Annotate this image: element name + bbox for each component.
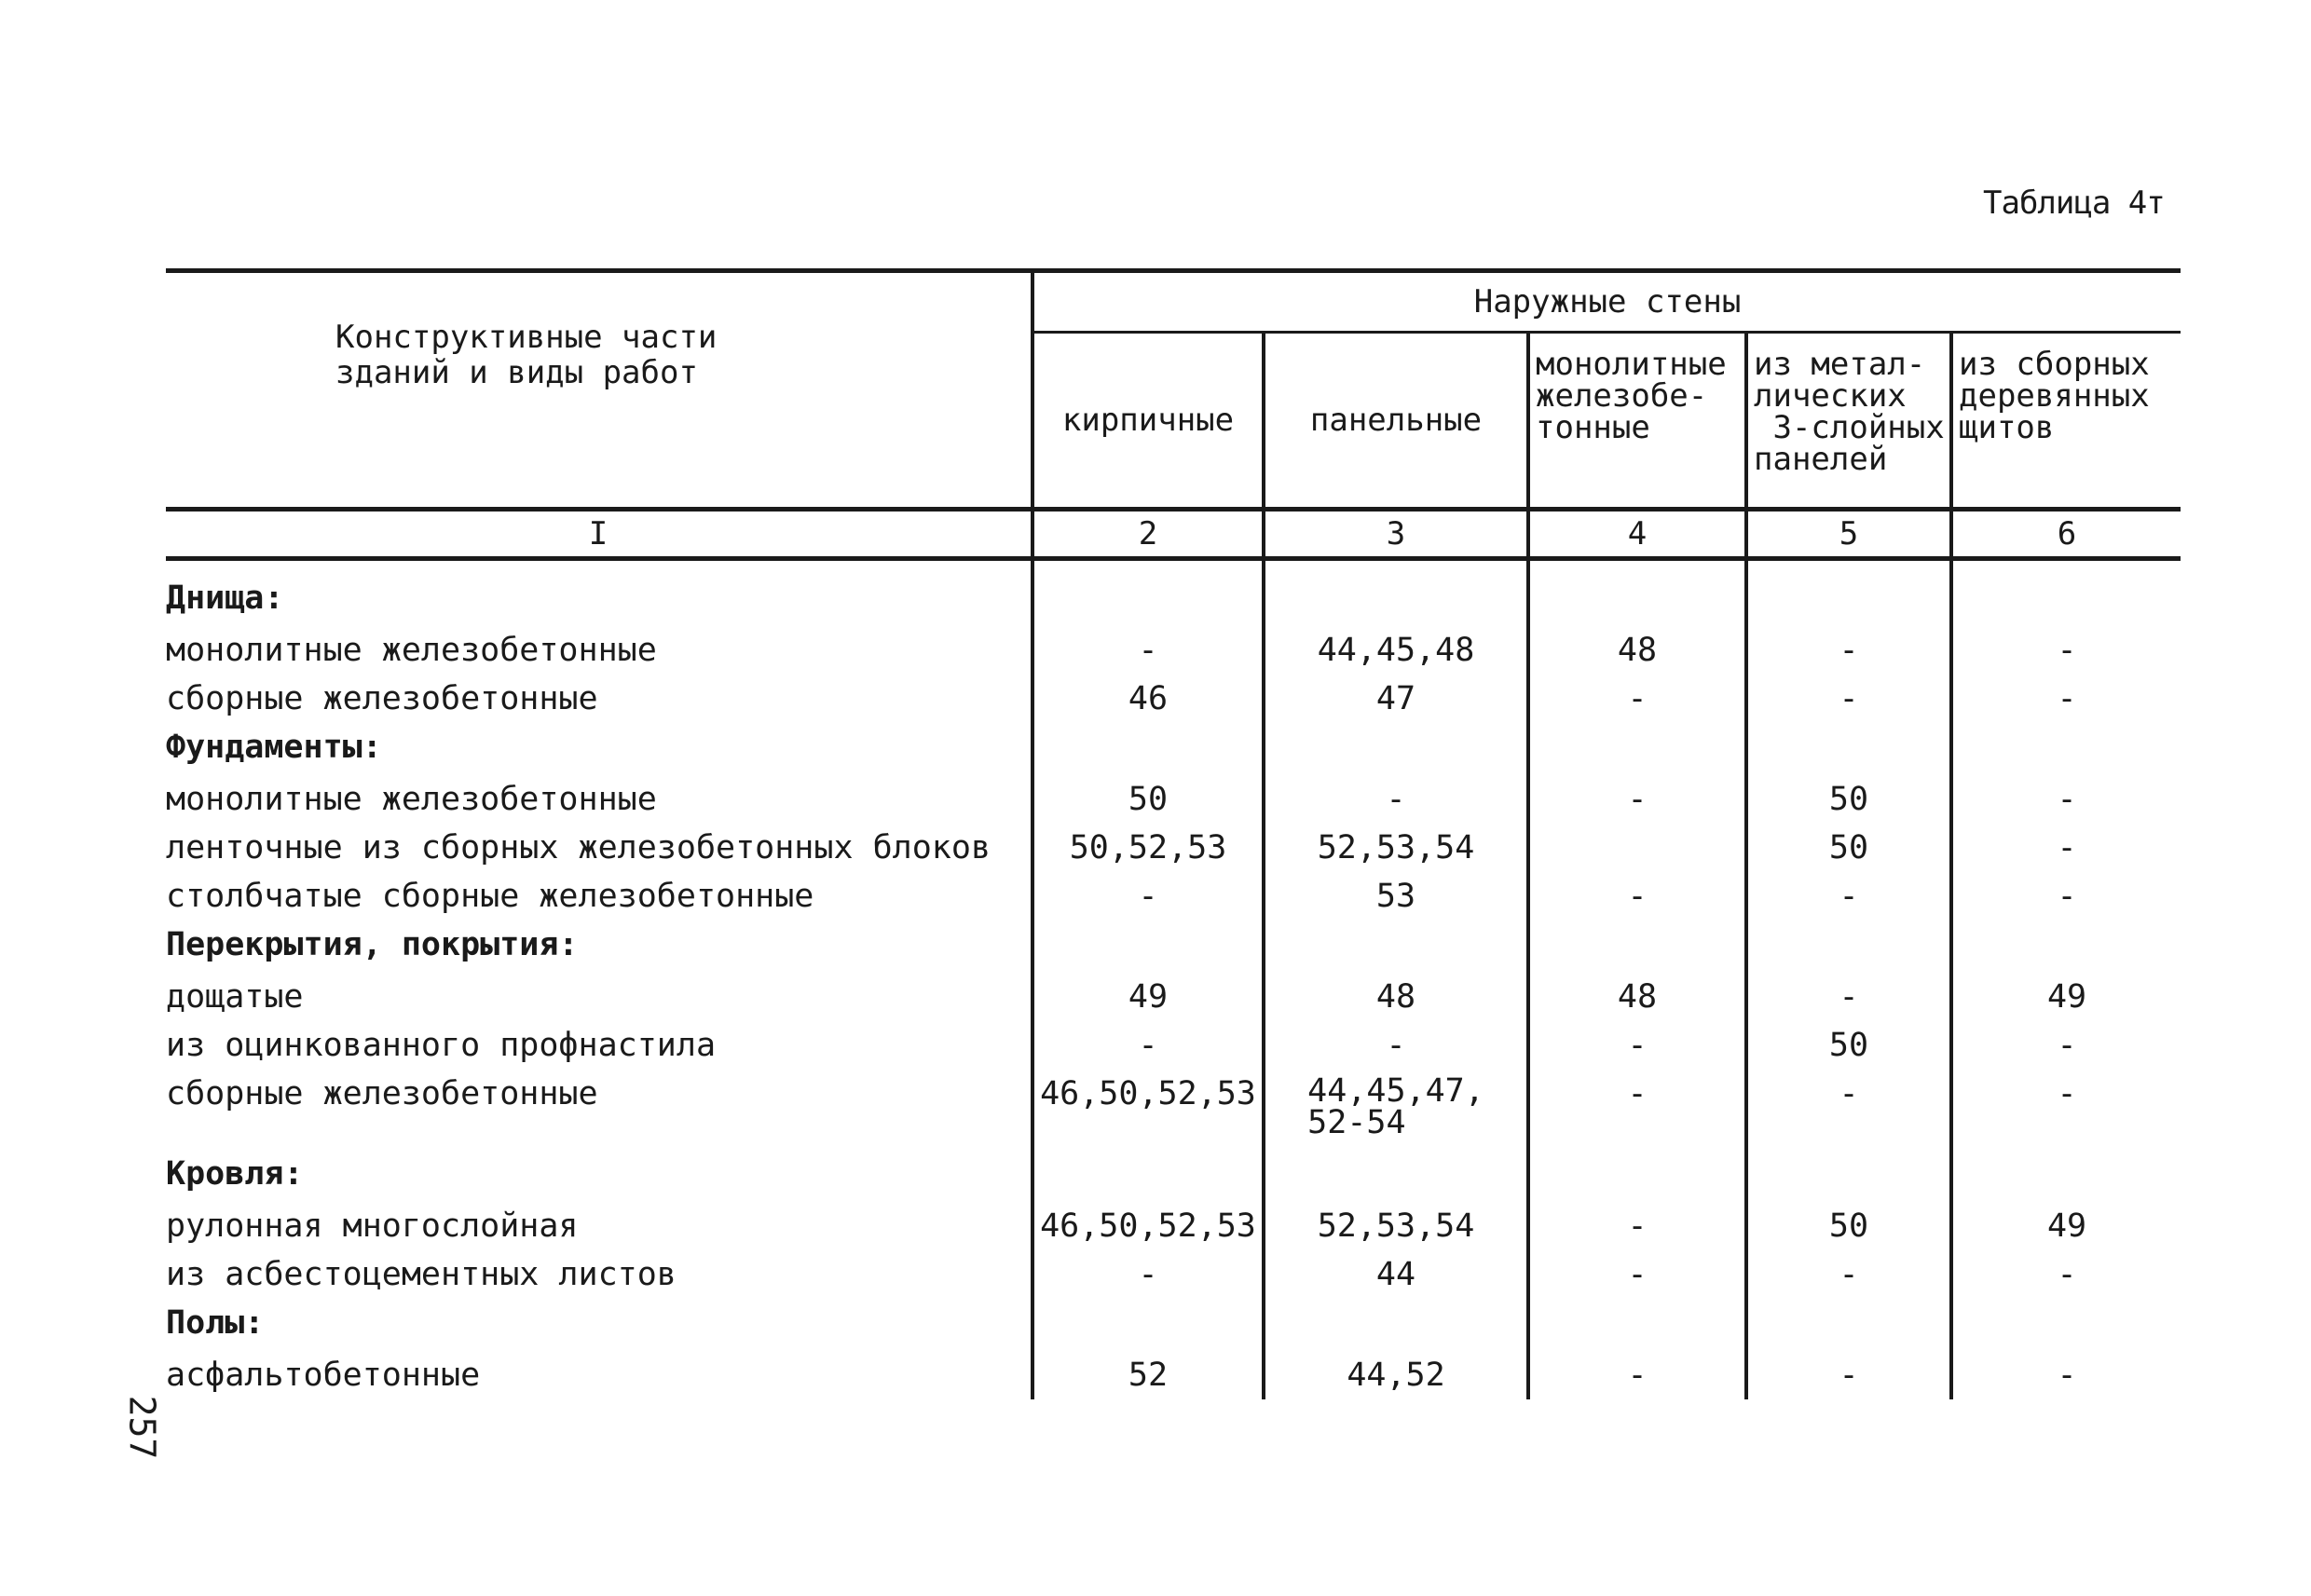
cell-value: 49 <box>1032 973 1264 1021</box>
cell-value: - <box>1528 1351 1746 1399</box>
cell-value: - <box>1951 872 2181 921</box>
table-row <box>166 1021 2181 1070</box>
cell-value: 48 <box>1264 973 1528 1021</box>
row-label: сборные железобетонные <box>166 1075 598 1112</box>
row-label-header: Конструктивные части зданий и виды работ <box>166 271 1032 510</box>
cell-value: - <box>1746 872 1951 921</box>
cell-value: 44,45,48 <box>1264 626 1528 675</box>
cell-value: 50 <box>1746 775 1951 824</box>
cell-value: 50,52,53 <box>1032 824 1264 872</box>
cell-value: 44 <box>1264 1250 1528 1299</box>
table-body <box>166 271 2181 1400</box>
cell-value <box>1528 723 1746 775</box>
category-row <box>166 1150 2181 1202</box>
cell-value: 52,53,54 <box>1264 824 1528 872</box>
table-row <box>166 1250 2181 1299</box>
cell-value <box>1951 1150 2181 1202</box>
cell-value: - <box>1746 1070 1951 1150</box>
row-label: дощатые <box>166 978 304 1016</box>
cell-value: - <box>1746 626 1951 675</box>
column-number: 3 <box>1264 510 1528 559</box>
table-row <box>166 973 2181 1021</box>
cell-value <box>1951 574 2181 626</box>
cell-value: 47 <box>1264 675 1528 723</box>
cell-value <box>1528 824 1746 872</box>
cell-value <box>1264 1150 1528 1202</box>
cell-value: - <box>1528 1250 1746 1299</box>
cell-value: - <box>1528 675 1746 723</box>
cell-value: - <box>1951 1250 2181 1299</box>
category-label: Днища: <box>166 580 284 617</box>
table-row <box>166 872 2181 921</box>
table-row <box>166 1351 2181 1399</box>
cell-value: 46,50,52,53 <box>1032 1070 1264 1150</box>
category-label: Полы: <box>166 1304 265 1342</box>
subcolumn-header: монолитные железобе- тонные <box>1528 333 1746 510</box>
cell-value: 52,53,54 <box>1264 1202 1528 1250</box>
subcolumn-header: панельные <box>1264 333 1528 510</box>
cell-value: - <box>1951 626 2181 675</box>
header-row-1 <box>166 271 2181 333</box>
cell-value: - <box>1951 675 2181 723</box>
cell-value: - <box>1032 626 1264 675</box>
cell-value: 52 <box>1032 1351 1264 1399</box>
column-number-row <box>166 510 2181 559</box>
category-row <box>166 921 2181 973</box>
row-label: монолитные железобетонные <box>166 781 657 818</box>
cell-value <box>1264 921 1528 973</box>
cell-value: 49 <box>1951 1202 2181 1250</box>
subcolumn-header: из метал- лических 3-слойных панелей <box>1746 333 1951 510</box>
cell-value <box>1746 574 1951 626</box>
category-row <box>166 723 2181 775</box>
cell-value: 44,52 <box>1264 1351 1528 1399</box>
cell-value <box>1264 723 1528 775</box>
cell-value: 50 <box>1746 824 1951 872</box>
cell-value <box>1746 1150 1951 1202</box>
cell-value: - <box>1528 872 1746 921</box>
category-label: Фундаменты: <box>166 729 382 766</box>
cell-value <box>1528 1299 1746 1351</box>
column-number: I <box>166 510 1032 559</box>
spacer-row <box>166 559 2181 575</box>
table-row <box>166 775 2181 824</box>
cell-value: - <box>1528 1021 1746 1070</box>
column-number: 4 <box>1528 510 1746 559</box>
cell-value: 46,50,52,53 <box>1032 1202 1264 1250</box>
cell-value <box>1746 723 1951 775</box>
cell-value <box>1528 921 1746 973</box>
cell-value: - <box>1951 1070 2181 1150</box>
cell-value: 48 <box>1528 973 1746 1021</box>
subcolumn-header: кирпичные <box>1032 333 1264 510</box>
cell-value <box>1528 1150 1746 1202</box>
cell-value: - <box>1951 824 2181 872</box>
cell-value <box>1951 723 2181 775</box>
cell-value <box>1264 1299 1528 1351</box>
cell-value: - <box>1951 1351 2181 1399</box>
category-row <box>166 1299 2181 1351</box>
cell-value: - <box>1951 1021 2181 1070</box>
cell-value: - <box>1746 1250 1951 1299</box>
cell-value-text: 44,45,47, 52-54 <box>1307 1072 1484 1141</box>
cell-value <box>1951 1299 2181 1351</box>
category-label: Кровля: <box>166 1155 304 1193</box>
cell-value <box>1746 921 1951 973</box>
subcolumn-header: из сборных деревянных щитов <box>1951 333 2181 510</box>
cell-value <box>1746 1299 1951 1351</box>
cell-value: - <box>1528 1202 1746 1250</box>
row-label: монолитные железобетонные <box>166 632 657 669</box>
cell-value: 53 <box>1264 872 1528 921</box>
cell-value: - <box>1746 973 1951 1021</box>
row-label: асфальтобетонные <box>166 1357 481 1394</box>
column-number: 5 <box>1746 510 1951 559</box>
page-number: 257 <box>121 1395 163 1460</box>
cell-value <box>1264 1070 1528 1150</box>
cell-value: - <box>1746 675 1951 723</box>
cell-value <box>1528 574 1746 626</box>
cell-value: 49 <box>1951 973 2181 1021</box>
column-number: 6 <box>1951 510 2181 559</box>
cell-value <box>1264 574 1528 626</box>
table-row <box>166 1070 2181 1150</box>
cell-value: 50 <box>1746 1021 1951 1070</box>
data-table <box>166 268 2181 1399</box>
cell-value <box>1032 921 1264 973</box>
table-row <box>166 626 2181 675</box>
cell-value: - <box>1746 1351 1951 1399</box>
cell-value: - <box>1032 1250 1264 1299</box>
cell-value: 48 <box>1528 626 1746 675</box>
cell-value: - <box>1528 775 1746 824</box>
category-row <box>166 574 2181 626</box>
table-row <box>166 1202 2181 1250</box>
cell-value: - <box>1264 1021 1528 1070</box>
table-label: Таблица 4т <box>1983 184 2165 222</box>
row-label: сборные железобетонные <box>166 680 598 717</box>
group-header: Наружные стены <box>1032 271 2181 333</box>
cell-value: - <box>1032 1021 1264 1070</box>
cell-value: - <box>1032 872 1264 921</box>
cell-value <box>1951 921 2181 973</box>
cell-value <box>1032 1150 1264 1202</box>
cell-value: 50 <box>1746 1202 1951 1250</box>
row-label: из асбестоцементных листов <box>166 1256 677 1293</box>
row-label: столбчатые сборные железобетонные <box>166 878 814 915</box>
cell-value <box>1032 1299 1264 1351</box>
cell-value: 50 <box>1032 775 1264 824</box>
column-number: 2 <box>1032 510 1264 559</box>
row-label: из оцинкованного профнастила <box>166 1027 717 1064</box>
cell-value: - <box>1951 775 2181 824</box>
cell-value <box>1032 574 1264 626</box>
table-row <box>166 824 2181 872</box>
cell-value: - <box>1528 1070 1746 1150</box>
row-label: рулонная многослойная <box>166 1207 579 1245</box>
cell-value: - <box>1264 775 1528 824</box>
cell-value <box>1032 723 1264 775</box>
row-label: ленточные из сборных железобетонных блоков <box>166 829 991 866</box>
table-row <box>166 675 2181 723</box>
category-label: Перекрытия, покрытия: <box>166 926 579 963</box>
cell-value: 46 <box>1032 675 1264 723</box>
